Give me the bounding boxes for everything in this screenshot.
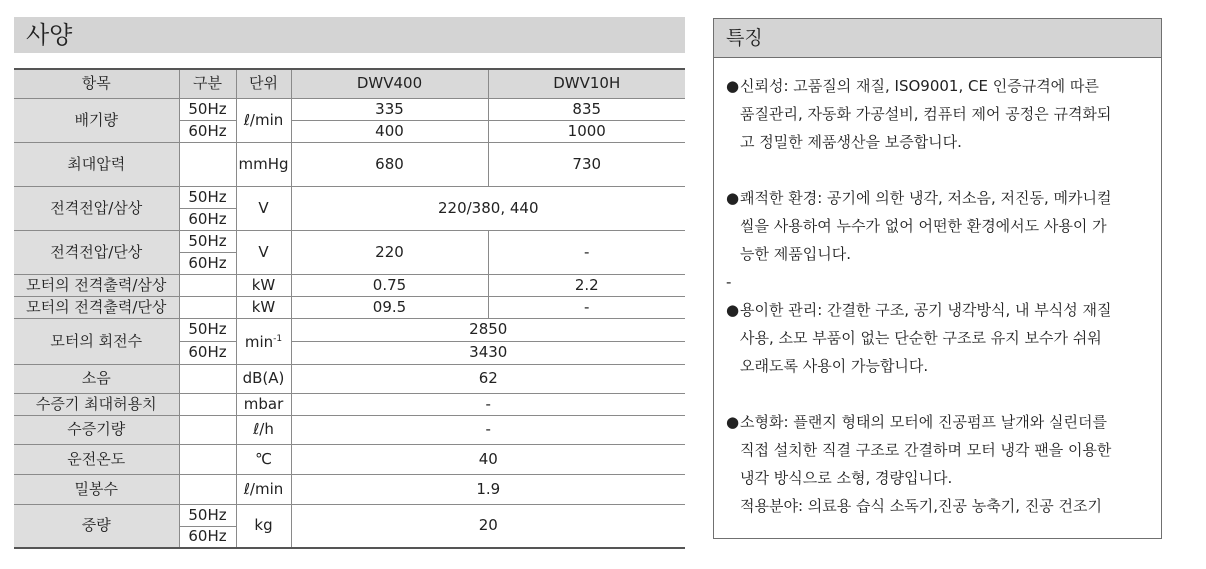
spec-table [14, 68, 685, 549]
value-cell: 400 [291, 120, 488, 142]
value-cell: 09.5 [291, 296, 488, 318]
hz-50: 50Hz [179, 504, 236, 526]
value-cell: 1.9 [291, 474, 685, 504]
row-label-motor-1ph: 모터의 전격출력/단상 [14, 296, 179, 318]
hz-50: 50Hz [179, 230, 236, 252]
header-model-dwv400: DWV400 [291, 69, 488, 98]
row-label-displacement: 배기량 [14, 98, 179, 142]
division-empty [179, 474, 236, 504]
feature-text: 신뢰성: 고품질의 재질, ISO9001, CE 인증규격에 따른 품질관리, 자동화 가공설비, 컴퓨터 제어 공정은 규격화되 고 정밀한 제품생산을 보증합니다. [740, 77, 1112, 151]
table-row [14, 98, 685, 120]
hz-60: 60Hz [179, 341, 236, 364]
unit-cell: mmHg [236, 142, 291, 186]
hz-60: 60Hz [179, 120, 236, 142]
value-cell: 835 [488, 98, 685, 120]
features-title: 특징 [726, 27, 763, 49]
unit-cell: kW [236, 274, 291, 296]
table-row [14, 296, 685, 318]
table-row [14, 318, 685, 341]
features-box [713, 18, 1162, 539]
bullet-icon: ● [726, 77, 740, 95]
division-empty [179, 296, 236, 318]
header-division: 구분 [179, 69, 236, 98]
value-cell: - [291, 415, 685, 444]
value-cell: 3430 [291, 341, 685, 364]
unit-cell: V [236, 230, 291, 274]
table-header-row [14, 69, 685, 98]
feature-item-environment [726, 184, 1151, 268]
value-cell: 1000 [488, 120, 685, 142]
feature-text: 용이한 관리: 간결한 구조, 공기 냉각방식, 내 부식성 재질 사용, 소모 부품이 없는 단순한 구조로 유지 보수가 쉬워 오래도록 사용이 가능합니다. [740, 301, 1112, 375]
features-header [714, 19, 1161, 58]
value-cell: - [488, 296, 685, 318]
hz-50: 50Hz [179, 186, 236, 208]
value-cell: 2.2 [488, 274, 685, 296]
row-label-voltage-3ph: 전격전압/삼상 [14, 186, 179, 230]
features-body [714, 58, 1161, 520]
value-cell: 680 [291, 142, 488, 186]
unit-cell: dB(A) [236, 364, 291, 393]
unit-cell: kg [236, 504, 291, 548]
table-row [14, 364, 685, 393]
value-cell: 2850 [291, 318, 685, 341]
row-label-weight: 중량 [14, 504, 179, 548]
row-label-vapor-amount: 수증기량 [14, 415, 179, 444]
table-row [14, 274, 685, 296]
feature-item-compact [726, 408, 1151, 520]
value-cell: 730 [488, 142, 685, 186]
feature-item-maintenance [726, 296, 1151, 380]
division-empty [179, 415, 236, 444]
header-unit: 단위 [236, 69, 291, 98]
division-empty [179, 142, 236, 186]
unit-cell: ℓ/min [236, 474, 291, 504]
unit-cell: V [236, 186, 291, 230]
value-cell: 0.75 [291, 274, 488, 296]
unit-cell [236, 318, 291, 364]
unit-cell: kW [236, 296, 291, 318]
unit-cell: mbar [236, 393, 291, 415]
table-row [14, 415, 685, 444]
header-item: 항목 [14, 69, 179, 98]
row-label-seal: 밀봉수 [14, 474, 179, 504]
value-cell: 62 [291, 364, 685, 393]
row-label-max-pressure: 최대압력 [14, 142, 179, 186]
bullet-icon: ● [726, 301, 740, 319]
table-row [14, 444, 685, 474]
table-row [14, 142, 685, 186]
table-row [14, 393, 685, 415]
value-cell: - [488, 230, 685, 274]
value-cell: 335 [291, 98, 488, 120]
division-empty [179, 444, 236, 474]
row-label-temperature: 운전온도 [14, 444, 179, 474]
division-empty [179, 364, 236, 393]
feature-application: 적용분야: 의료용 습식 소독기,진공 농축기, 진공 건조기 [740, 497, 1102, 515]
table-row [14, 230, 685, 252]
bullet-icon: ● [726, 413, 740, 431]
feature-text: 소형화: 플랜지 형태의 모터에 진공펌프 날개와 실린더를 직접 설치한 직결 구조로 간결하며 모터 냉각 팬을 이용한 냉각 방식으로 소형, 경량입니다. [740, 413, 1112, 487]
value-cell: 220 [291, 230, 488, 274]
row-label-rpm: 모터의 회전수 [14, 318, 179, 364]
unit-cell: ℓ/h [236, 415, 291, 444]
separator-dash: - [726, 273, 732, 291]
spec-header [14, 17, 685, 53]
unit-cell: ℓ/min [236, 98, 291, 142]
spec-title: 사양 [26, 21, 73, 49]
unit-exponent: -1 [273, 334, 283, 344]
row-label-noise: 소음 [14, 364, 179, 393]
division-empty [179, 274, 236, 296]
feature-item-reliability [726, 72, 1151, 156]
header-model-dwv10h: DWV10H [488, 69, 685, 98]
row-label-motor-3ph: 모터의 전격출력/삼상 [14, 274, 179, 296]
unit-cell: ℃ [236, 444, 291, 474]
hz-60: 60Hz [179, 208, 236, 230]
value-cell: 40 [291, 444, 685, 474]
hz-60: 60Hz [179, 252, 236, 274]
unit-base: min [244, 333, 274, 351]
feature-text: 쾌적한 환경: 공기에 의한 냉각, 저소음, 저진동, 메카니컬 씰을 사용하여 누수가 없어 어떤한 환경에서도 사용이 가 능한 제품입니다. [740, 189, 1112, 263]
division-empty [179, 393, 236, 415]
row-label-voltage-1ph: 전격전압/단상 [14, 230, 179, 274]
hz-50: 50Hz [179, 98, 236, 120]
table-row [14, 504, 685, 526]
value-cell: - [291, 393, 685, 415]
hz-50: 50Hz [179, 318, 236, 341]
table-row [14, 186, 685, 208]
bullet-icon: ● [726, 189, 740, 207]
row-label-vapor-max: 수증기 최대허용치 [14, 393, 179, 415]
value-cell: 20 [291, 504, 685, 548]
value-cell: 220/380, 440 [291, 186, 685, 230]
hz-60: 60Hz [179, 526, 236, 548]
table-row [14, 474, 685, 504]
